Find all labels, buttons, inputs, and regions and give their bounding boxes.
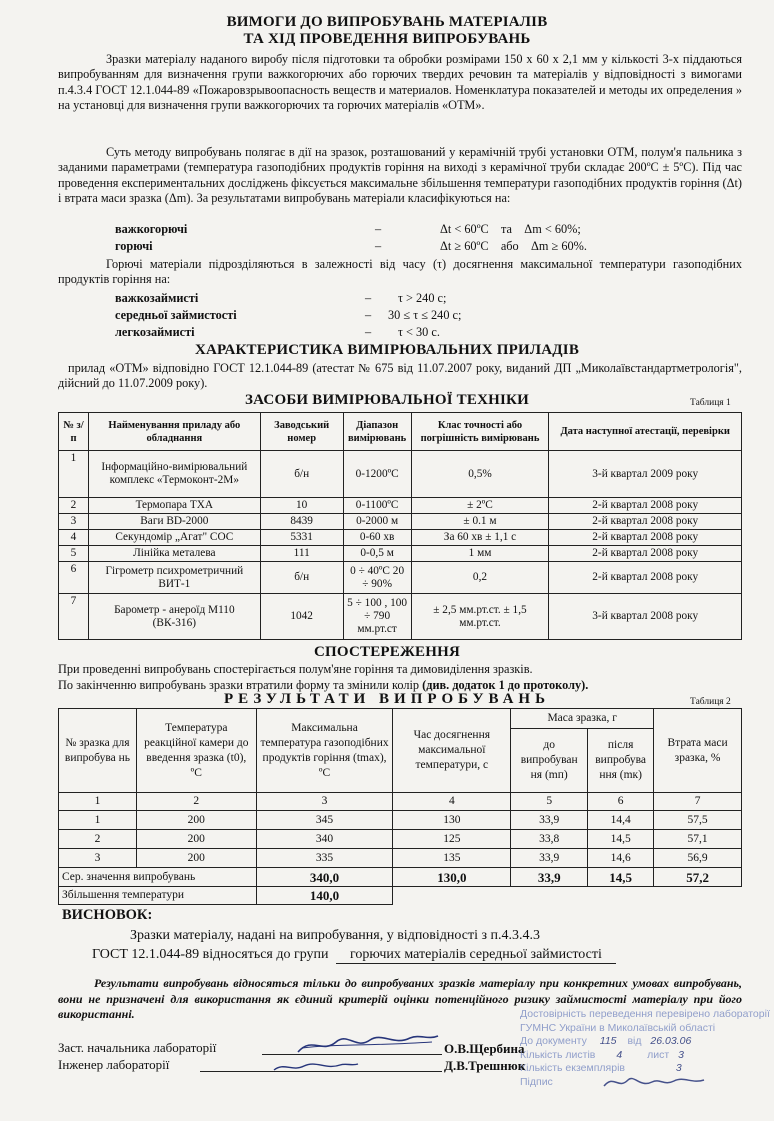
- conclusion-heading: ВИСНОВОК:: [62, 907, 153, 923]
- signature-role: Інженер лабораторії: [58, 1057, 170, 1072]
- table-cell: Гігрометр психрометричний ВИТ-1: [88, 562, 260, 594]
- table-cell: 14,5: [588, 830, 654, 849]
- average-value: 14,5: [588, 868, 654, 887]
- table-cell: 200: [136, 849, 256, 868]
- title-line-1: ВИМОГИ ДО ВИПРОБУВАНЬ МАТЕРІАЛІВ: [226, 14, 548, 30]
- instruments-table: [58, 412, 742, 640]
- table2-header-loss: Втрата маси зразка, %: [654, 709, 742, 793]
- table2-heading: РЕЗУЛЬТАТИ ВИПРОБУВАНЬ: [223, 691, 551, 707]
- table-cell: Ваги BD-2000: [88, 514, 260, 530]
- table-cell: 2-й квартал 2008 року: [549, 562, 742, 594]
- column-number: 4: [393, 793, 511, 811]
- intro-paragraph: Зразки матеріалу наданого виробу після підготовки та обробки розмірами 150 х 60 х 2,1 мм у кількості 3-х піддаються випробуванням для визначення групи важкогорючих або горючих твердих речовин та матеріалів у відповідності з вимогами п.4.3.4 ГОСТ 12.1.044-89 «Пожаровзрывоопасность веществ и материалов. Номенклатура показателей и методы их определения » на установці для визначення групи важкогорючих та горючих матеріалів «ОТМ».: [58, 52, 742, 113]
- ignition-class-dash: –: [365, 308, 372, 322]
- ignition-class-dash: –: [365, 325, 372, 339]
- table2-header-max-temp: Максимальна температура газоподібних продуктів горіння (tmax), ºС: [256, 709, 393, 793]
- instruments-heading: ХАРАКТЕРИСТИКА ВИМІРЮВАЛЬНИХ ПРИЛАДІВ: [194, 342, 580, 358]
- average-value: 340,0: [256, 868, 393, 887]
- lab-stamp: [520, 1008, 770, 1090]
- table2-header-temp: Температура реакційної камери до введення зразка (t0), ºС: [136, 709, 256, 793]
- results-table: [58, 708, 742, 905]
- table-cell: 200: [136, 811, 256, 830]
- table-cell: 335: [256, 849, 393, 868]
- observations-line-1: При проведенні випробувань спостерігається полум'яне горіння та димовиділення зразків.: [58, 662, 533, 676]
- average-value: 33,9: [511, 868, 588, 887]
- table-cell: ± 0.1 м: [411, 514, 549, 530]
- table2-header-mass-before: до випробуван ня (mп): [511, 729, 588, 793]
- table-cell: 130: [393, 811, 511, 830]
- column-number: 6: [588, 793, 654, 811]
- observations-heading: СПОСТЕРЕЖЕННЯ: [314, 644, 460, 660]
- class-rule: Δt ≥ 60ºС або Δm ≥ 60%.: [440, 239, 587, 253]
- observations-line-2-text: По закінченню випробувань зразки втратили форму та змінили колір: [58, 677, 423, 692]
- stamp-line-2: ГУМНС України в Миколаївській області: [520, 1021, 716, 1034]
- table-cell: 4: [59, 530, 89, 546]
- table-cell: 6: [59, 562, 89, 594]
- stamp-doc-number: 115: [599, 1035, 617, 1047]
- table1-header-date: Дата наступної атестації, перевірки: [549, 413, 742, 451]
- stamp-sheet-number: 3: [678, 1048, 684, 1061]
- conclusion-line-1: Зразки матеріалу, надані на випробування, у відповідності з п.4.3.4.3: [130, 928, 541, 943]
- ignition-class-rule: τ < 30 с.: [398, 325, 440, 339]
- table-cell: Термопара ТХА: [88, 498, 260, 514]
- table-cell: 111: [260, 546, 343, 562]
- table-cell: 1: [59, 451, 89, 498]
- stamp-line-3: [520, 1035, 770, 1049]
- table-cell: 2-й квартал 2008 року: [549, 530, 742, 546]
- table-cell: 3: [59, 849, 137, 868]
- table-row: [59, 793, 742, 811]
- stamp-copies-label: Кількість екземплярів: [520, 1062, 625, 1074]
- table-cell: 10: [260, 498, 343, 514]
- signature-role: Заст. начальника лабораторії: [58, 1040, 217, 1055]
- table-cell: 0 ÷ 40ºС 20 ÷ 90%: [343, 562, 411, 594]
- stamp-sheet-label: лист: [647, 1048, 670, 1061]
- stamp-from-label: від: [627, 1035, 642, 1047]
- table-cell: 125: [393, 830, 511, 849]
- observations-text: [58, 662, 588, 693]
- table-row: [59, 849, 742, 868]
- table-row: [59, 498, 742, 514]
- table-cell: 56,9: [654, 849, 742, 868]
- table2-caption: Таблиця 2: [690, 697, 731, 707]
- table-cell: Барометр - анероїд М110 (ВК-316): [88, 594, 260, 640]
- table-cell: 0,5%: [411, 451, 549, 498]
- table-cell: 135: [393, 849, 511, 868]
- stamp-line-4: [520, 1049, 770, 1063]
- average-value: 130,0: [393, 868, 511, 887]
- class-name: горючі: [115, 239, 153, 253]
- table-cell: б/н: [260, 562, 343, 594]
- table-row: [59, 546, 742, 562]
- stamp-signature-icon: [600, 1072, 710, 1092]
- table-row: [59, 830, 742, 849]
- class-dash: –: [375, 239, 382, 253]
- table-cell: Інформаційно-вимірювальний комплекс «Термоконт-2М»: [88, 451, 260, 498]
- table-cell: 57,5: [654, 811, 742, 830]
- table-cell: 3-й квартал 2008 року: [549, 594, 742, 640]
- ignition-class-rule: τ > 240 с;: [398, 291, 447, 305]
- ignition-class-name: середньої займистості: [115, 308, 237, 322]
- table-row: [59, 811, 742, 830]
- table-cell: ± 2ºС: [411, 498, 549, 514]
- table-cell: 0-1100ºС: [343, 498, 411, 514]
- table2-header-time: Час досягнення максимальної температури, с: [393, 709, 511, 793]
- table1-caption: Таблиця 1: [690, 398, 731, 408]
- signature-icon: [270, 1056, 360, 1076]
- table-cell: 33,9: [511, 849, 588, 868]
- conclusion-line-2: [92, 947, 616, 964]
- stamp-copies-count: 3: [675, 1062, 682, 1074]
- table-cell: ± 2,5 мм.рт.ст. ± 1,5 мм.рт.ст.: [411, 594, 549, 640]
- class-name: важкогорючі: [115, 222, 188, 236]
- table-cell: 200: [136, 830, 256, 849]
- stamp-sheets-label: Кількість листів: [520, 1048, 596, 1061]
- table1-header-num: № з/п: [59, 413, 89, 451]
- increase-row: [59, 887, 742, 905]
- table1-header-range: Діапазон вимірювань: [343, 413, 411, 451]
- column-number: 2: [136, 793, 256, 811]
- table-cell: 1 мм: [411, 546, 549, 562]
- signature-name: О.В.Щербина: [444, 1041, 525, 1056]
- table-cell: Лінійка металева: [88, 546, 260, 562]
- table-cell: За 60 хв ± 1,1 с: [411, 530, 549, 546]
- table-cell: 0-2000 м: [343, 514, 411, 530]
- column-number: 5: [511, 793, 588, 811]
- table-cell: 5331: [260, 530, 343, 546]
- table-cell: 2: [59, 830, 137, 849]
- table-cell: 1042: [260, 594, 343, 640]
- document-title: [0, 14, 774, 48]
- table-cell: 0,2: [411, 562, 549, 594]
- conclusion-text: ГОСТ 12.1.044-89 відносяться до групи: [92, 947, 329, 962]
- ignition-class-name: важкозаймисті: [115, 291, 199, 305]
- table-row: [59, 562, 742, 594]
- instruments-paragraph: прилад «ОТМ» відповідно ГОСТ 12.1.044-89 (атестат № 675 від 11.07.2007 року, виданий ДП „Миколаївстандартметрологія", дійсний до 11.07.2009 року).: [58, 361, 742, 391]
- stamp-signature-label: Підпис: [520, 1075, 553, 1088]
- ignition-class-dash: –: [365, 291, 372, 305]
- table-cell: 57,1: [654, 830, 742, 849]
- signature-name: Д.В.Трешнюк: [444, 1058, 526, 1073]
- table2-header-mass-after: після випробува ння (mк): [588, 729, 654, 793]
- table-cell: 340: [256, 830, 393, 849]
- class-rule: Δt < 60ºС та Δm < 60%;: [440, 222, 581, 236]
- table1-heading: ЗАСОБИ ВИМІРЮВАЛЬНОЇ ТЕХНІКИ: [245, 392, 529, 408]
- table-cell: 5: [59, 546, 89, 562]
- table-cell: 14,4: [588, 811, 654, 830]
- table-cell: Секундомір „Агат" СОС: [88, 530, 260, 546]
- stamp-doc-date: 26.03.06: [650, 1035, 692, 1047]
- table1-header-serial: Заводський номер: [260, 413, 343, 451]
- average-label: Сер. значення випробувань: [59, 868, 257, 887]
- ignition-paragraph: Горючі матеріали підрозділяються в залежності від часу (τ) досягнення максимальної температури газоподібних продуктів горіння на:: [58, 257, 742, 287]
- observations-appendix-ref: (див. додаток 1 до протоколу).: [422, 677, 589, 692]
- table-row: [59, 530, 742, 546]
- table-cell: 345: [256, 811, 393, 830]
- column-number: 3: [256, 793, 393, 811]
- table1-header-accuracy: Клас точності або погрішність вимірювань: [411, 413, 549, 451]
- table-cell: 2: [59, 498, 89, 514]
- table-cell: 8439: [260, 514, 343, 530]
- disclaimer: Результати випробувань відносяться тільки до випробуваних зразків матеріалу при конкретних умовах випробувань, вони не призначені для використання як єдиний критерій оцінки потенційного ризику займистості матеріалу при його використанні.: [58, 976, 742, 1021]
- increase-value: 140,0: [256, 887, 393, 905]
- average-value: 57,2: [654, 868, 742, 887]
- stamp-sheets-count: 4: [616, 1048, 623, 1061]
- table-cell: б/н: [260, 451, 343, 498]
- table-cell: 2-й квартал 2008 року: [549, 546, 742, 562]
- stamp-line-1: Достовірність переведення перевірено лабораторії: [520, 1008, 770, 1020]
- table-row: [59, 451, 742, 498]
- table-cell: 33,9: [511, 811, 588, 830]
- average-row: [59, 868, 742, 887]
- column-number: 7: [654, 793, 742, 811]
- table-cell: 14,6: [588, 849, 654, 868]
- table-cell: 7: [59, 594, 89, 640]
- table-cell: 33,8: [511, 830, 588, 849]
- table2-header-num: № зразка для випробува нь: [59, 709, 137, 793]
- table-cell: 1: [59, 811, 137, 830]
- ignition-class-rule: 30 ≤ τ ≤ 240 с;: [388, 308, 462, 322]
- stamp-doc-label: До документу: [520, 1035, 587, 1047]
- table-cell: 0-60 хв: [343, 530, 411, 546]
- column-number: 1: [59, 793, 137, 811]
- table-cell: 0-0,5 м: [343, 546, 411, 562]
- ignition-class-name: легкозаймисті: [115, 325, 195, 339]
- table-cell: 5 ÷ 100 , 100 ÷ 790 мм.рт.ст: [343, 594, 411, 640]
- table-cell: 3-й квартал 2009 року: [549, 451, 742, 498]
- table-cell: 2-й квартал 2008 року: [549, 498, 742, 514]
- class-dash: –: [375, 222, 382, 236]
- table-cell: 2-й квартал 2008 року: [549, 514, 742, 530]
- signature-icon: [292, 1026, 442, 1060]
- table-cell: 0-1200ºС: [343, 451, 411, 498]
- table-cell: 3: [59, 514, 89, 530]
- table2-header-mass: Маса зразка, г: [511, 709, 654, 729]
- table-row: [59, 594, 742, 640]
- increase-label: Збільшення температури: [59, 887, 257, 905]
- table1-header-name: Найменування приладу або обладнання: [88, 413, 260, 451]
- title-line-2: ТА ХІД ПРОВЕДЕННЯ ВИПРОБУВАНЬ: [243, 31, 531, 47]
- table-row: [59, 514, 742, 530]
- method-paragraph: Суть методу випробувань полягає в дії на зразок, розташований у керамічній трубі установки ОТМ, полум'я пальника з заданими параметрами (температура газоподібних продуктів горіння на виході з керамічної труби складає 200ºС ± 5ºС). Під час проведення експериментальних досліджень фіксується максимальне збільшення температури газоподібних продуктів горіння (Δt) і втрата маси зразка (Δm). За результатами випробувань матеріали класифікуються на:: [58, 145, 742, 206]
- conclusion-group: горючих матеріалів середньої займистості: [336, 947, 616, 964]
